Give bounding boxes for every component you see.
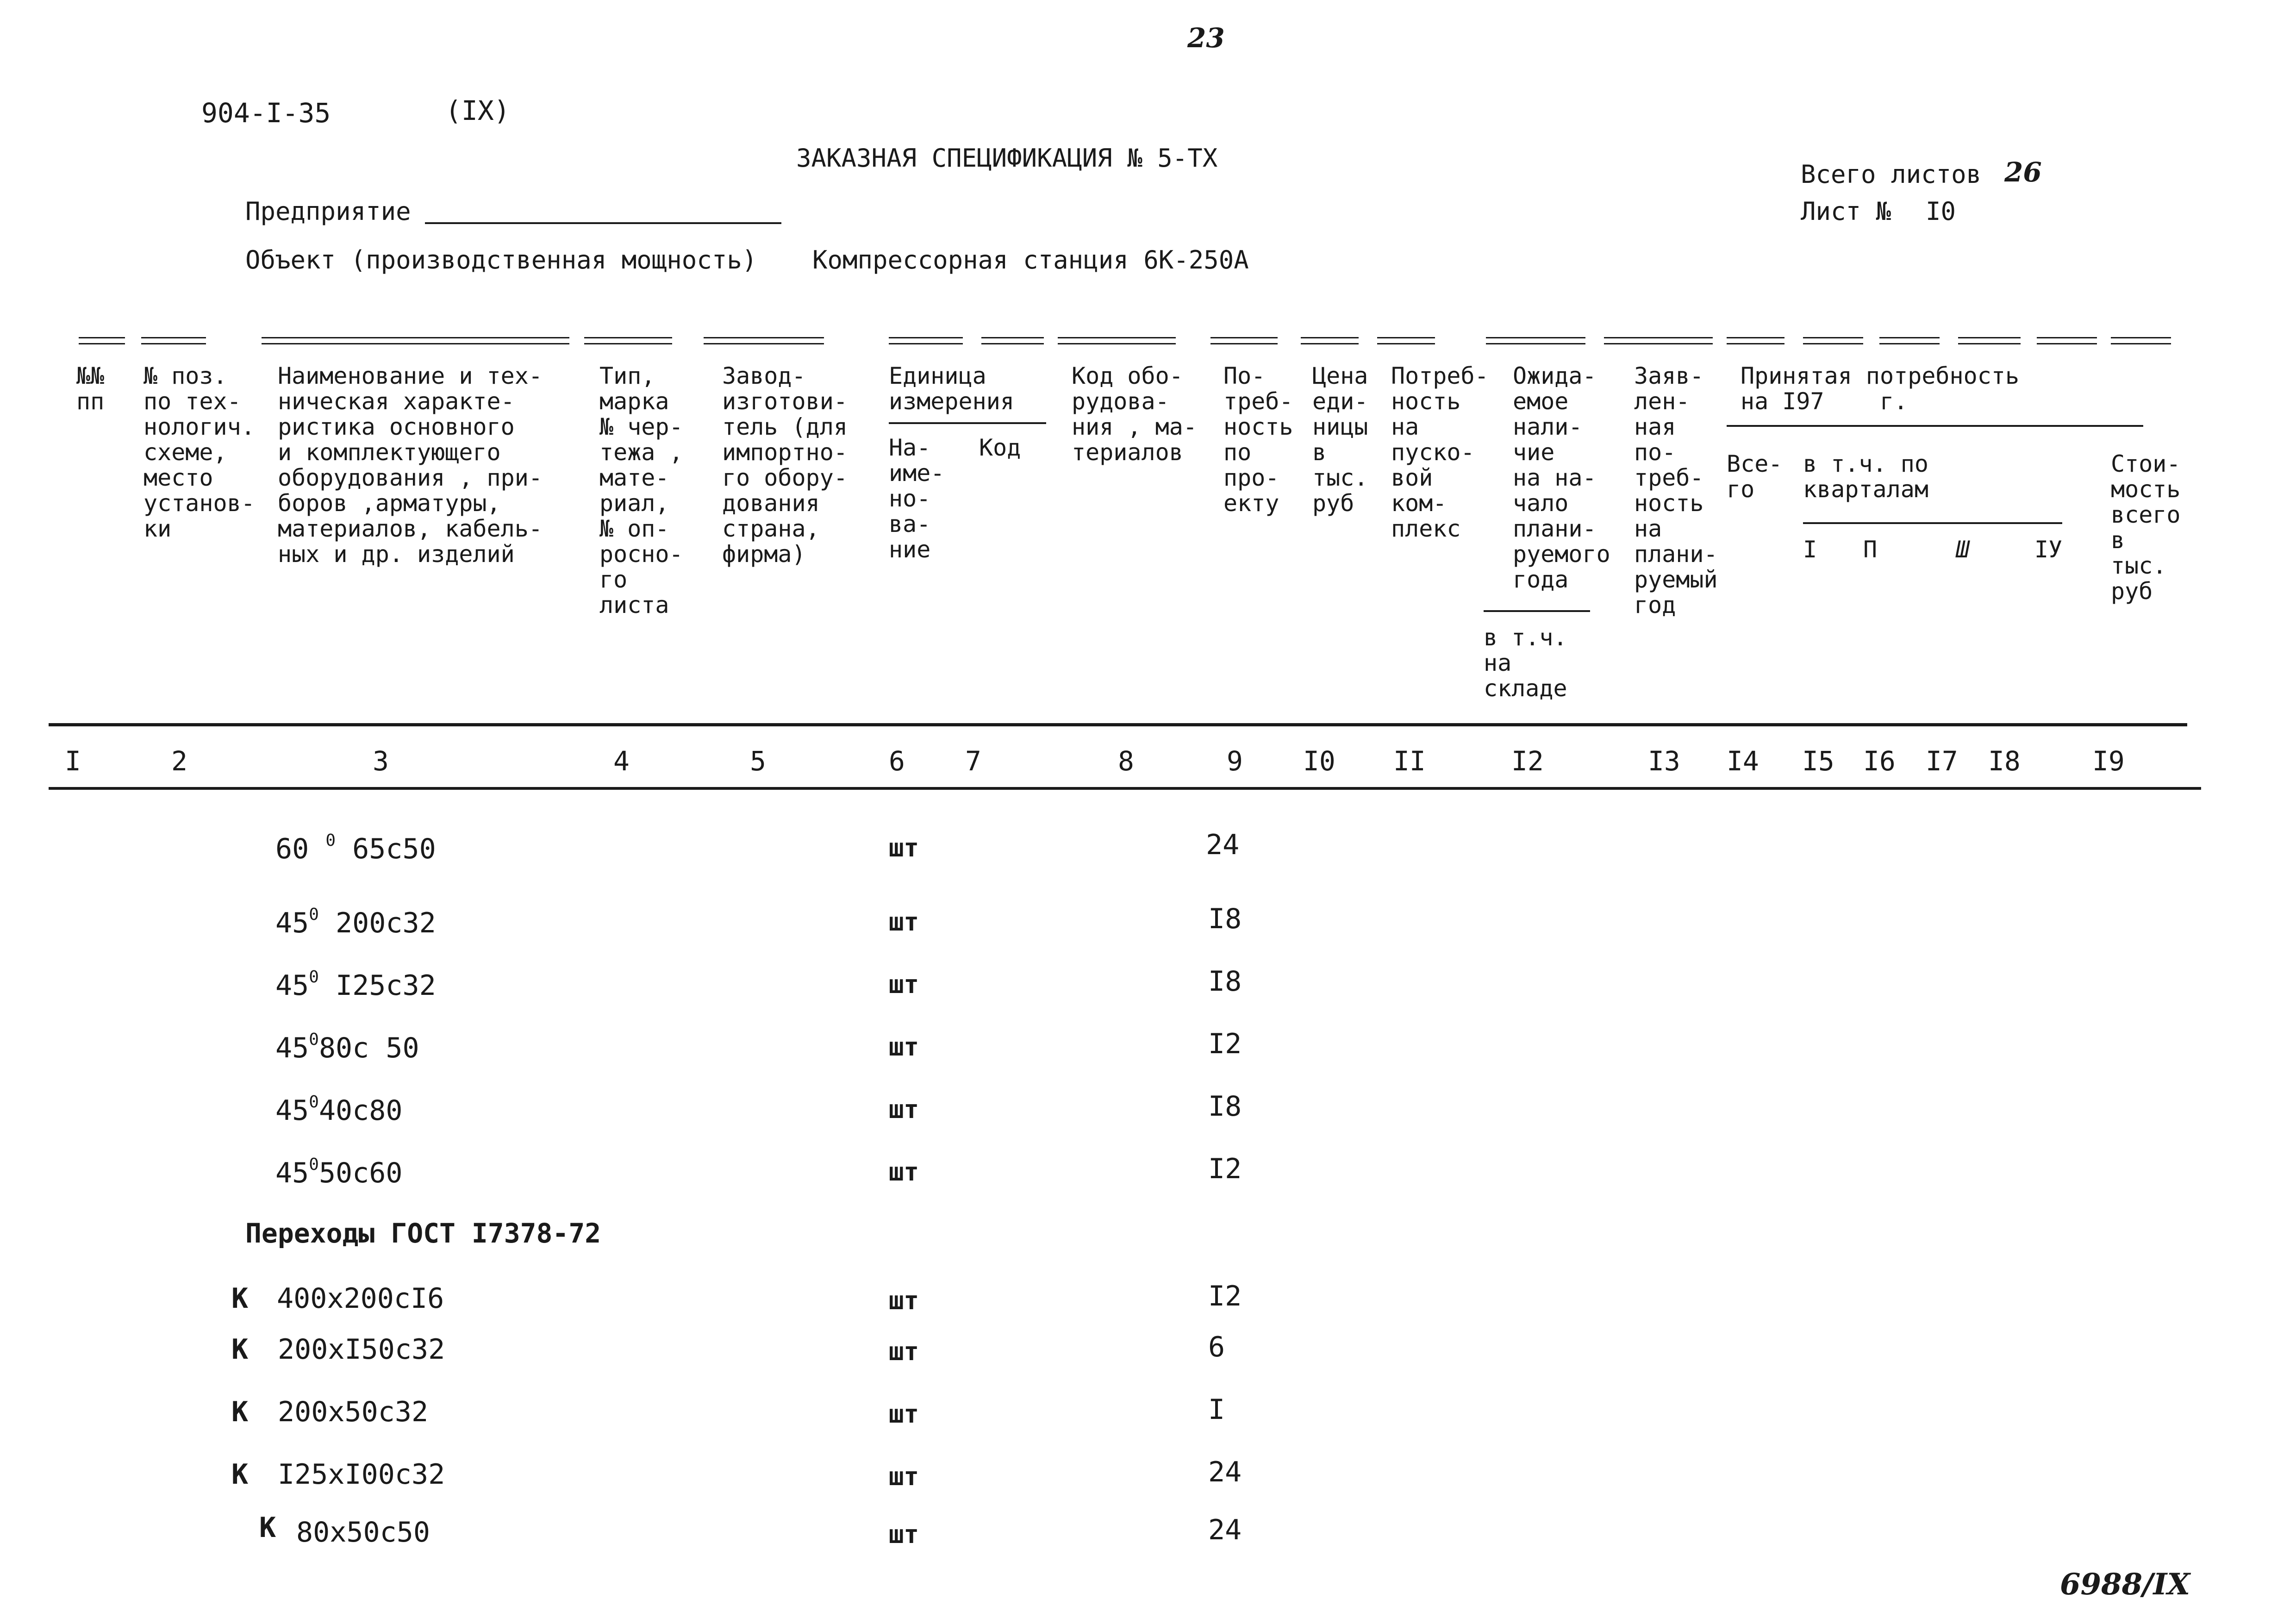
- doc-part: (IX): [445, 95, 510, 126]
- row-qty: I8: [1208, 1090, 1242, 1123]
- column-number: 4: [613, 745, 630, 777]
- column-number: 3: [373, 745, 389, 777]
- quarter-1: I: [1803, 536, 1817, 563]
- column-number: I2: [1511, 745, 1544, 777]
- row-name: 400х200сI6: [277, 1282, 444, 1315]
- column-number: 9: [1227, 745, 1243, 777]
- row-prefix: К: [231, 1396, 249, 1428]
- enterprise-underline: [425, 222, 781, 224]
- header-col-19: Стои- мость всего в тыс. руб: [2111, 450, 2181, 605]
- row-unit: шт: [889, 1157, 919, 1187]
- row-name: I25хI00с32: [278, 1458, 445, 1491]
- header-col-13: Заяв- лен- ная по- треб- ность на плани- руемый год: [1634, 362, 1718, 618]
- row-unit: шт: [889, 1095, 919, 1124]
- sheet-label: Лист №: [1801, 197, 1891, 226]
- column-number: I0: [1303, 745, 1335, 777]
- column-number: I5: [1802, 745, 1834, 777]
- total-sheets-label: Всего листов: [1801, 160, 1982, 189]
- header-col-3: Наименование и тех- ническая характе- ристика основного и комплектующего оборудования , при- боров ,арматуры, материалов, кабель- ных и др. изделий: [278, 362, 543, 568]
- row-unit: шт: [889, 1399, 919, 1429]
- row-name: $45^0$ I25с32: [275, 968, 436, 1002]
- row-qty: I: [1208, 1393, 1225, 1426]
- object-value: Компрессорная станция 6К-250А: [812, 245, 1249, 275]
- column-number: I: [65, 745, 81, 777]
- row-prefix: К: [231, 1458, 249, 1491]
- doc-code: 904-I-35: [201, 97, 331, 129]
- row-unit: шт: [889, 907, 919, 937]
- header-col-11: Потреб- ность на пуско- вой ком- плекс: [1391, 362, 1489, 542]
- column-number-rule: [49, 787, 2201, 790]
- column-number: I4: [1727, 745, 1759, 777]
- sheet-value: I0: [1926, 197, 1956, 226]
- row-name: $45^050с60$: [275, 1155, 403, 1189]
- row-name: $45^0$ 200с32: [275, 905, 436, 939]
- row-prefix: К: [231, 1333, 249, 1366]
- row-qty: 24: [1208, 1456, 1242, 1488]
- row-unit: шт: [889, 833, 919, 862]
- row-qty: 6: [1208, 1331, 1225, 1363]
- stock-divider: [1484, 610, 1590, 612]
- row-prefix: К: [259, 1512, 276, 1544]
- row-qty: I2: [1208, 1280, 1242, 1312]
- row-unit: шт: [889, 1520, 919, 1549]
- row-name: 80х50с50: [296, 1516, 430, 1549]
- unit-divider: [889, 422, 1046, 424]
- accepted-divider: [1727, 425, 2143, 427]
- header-col-14b: в т.ч. по кварталам: [1803, 450, 1928, 503]
- row-unit: шт: [889, 1462, 919, 1491]
- row-qty: 24: [1206, 829, 1240, 861]
- header-col-9: По- треб- ность по про- екту: [1223, 362, 1293, 517]
- column-number: I7: [1926, 745, 1958, 777]
- row-qty: I2: [1208, 1028, 1242, 1060]
- column-number: I3: [1648, 745, 1680, 777]
- spec-title: ЗАКАЗНАЯ СПЕЦИФИКАЦИЯ № 5-ТХ: [796, 144, 1218, 173]
- row-qty: I2: [1208, 1153, 1242, 1185]
- row-unit: шт: [889, 1032, 919, 1062]
- header-col-8: Код обо- рудова- ния , ма- териалов: [1072, 362, 1197, 466]
- row-name: $45^080с$ 50: [275, 1030, 419, 1064]
- row-unit: шт: [889, 1337, 919, 1366]
- row-name: $45^040с80$: [275, 1093, 403, 1127]
- header-col-12: Ожида- емое нали- чие на на- чало плани- руемого года: [1513, 362, 1610, 593]
- row-qty: I8: [1208, 903, 1242, 935]
- header-col-2: № поз. по тех- нологич. схеме, место установ- ки: [144, 362, 255, 542]
- row-unit: шт: [889, 970, 919, 999]
- quarter-4: IУ: [2034, 536, 2063, 563]
- row-prefix: К: [231, 1282, 249, 1315]
- inventory-mark: 6988/IX: [2060, 1567, 2190, 1602]
- column-number: I8: [1988, 745, 2021, 777]
- header-col-5: Завод- изготови- тель (для импортно- го обору- дования страна, фирма): [722, 362, 848, 568]
- header-col-1: №№ пп: [76, 362, 105, 415]
- row-qty: 24: [1208, 1514, 1242, 1546]
- header-col-7: Код: [979, 434, 1021, 461]
- header-col-10: Цена еди- ницы в тыс. руб: [1312, 362, 1368, 517]
- enterprise-label: Предприятие: [245, 197, 411, 226]
- header-col-14a: Все- го: [1727, 450, 1783, 503]
- header-col-14: Принятая потребность на I97 г.: [1741, 362, 2020, 415]
- column-number: 7: [965, 745, 981, 777]
- header-col-4: Тип, марка № чер- тежа , мате- риал, № оп- росно- го листа: [599, 362, 683, 618]
- quarter-3: Ш: [1956, 536, 1970, 563]
- column-number: 5: [750, 745, 766, 777]
- section-title: Переходы ГОСТ I7378-72: [245, 1218, 601, 1249]
- row-qty: I8: [1208, 965, 1242, 998]
- header-col-6: Единица измерения: [889, 362, 1014, 415]
- row-name: 200хI50с32: [278, 1333, 445, 1366]
- column-number: I9: [2092, 745, 2125, 777]
- page-number: 23: [1187, 22, 1225, 54]
- column-number: 6: [889, 745, 905, 777]
- total-sheets-value: 26: [2004, 156, 2042, 188]
- header-col-6a: На- име- но- ва- ние: [889, 434, 945, 563]
- object-label: Объект (производственная мощность): [245, 245, 757, 275]
- row-unit: шт: [889, 1286, 919, 1315]
- quarters-divider: [1803, 522, 2062, 524]
- quarter-2: П: [1863, 536, 1878, 563]
- row-name: 200х50с32: [278, 1396, 429, 1428]
- column-number: I6: [1863, 745, 1896, 777]
- column-number: 2: [171, 745, 187, 777]
- row-name: 60 $^0$ 65с50: [275, 831, 436, 865]
- column-number: 8: [1118, 745, 1134, 777]
- column-number: II: [1393, 745, 1426, 777]
- header-col-12b: в т.ч. на складе: [1484, 624, 1567, 702]
- header-bottom-rule: [49, 723, 2187, 726]
